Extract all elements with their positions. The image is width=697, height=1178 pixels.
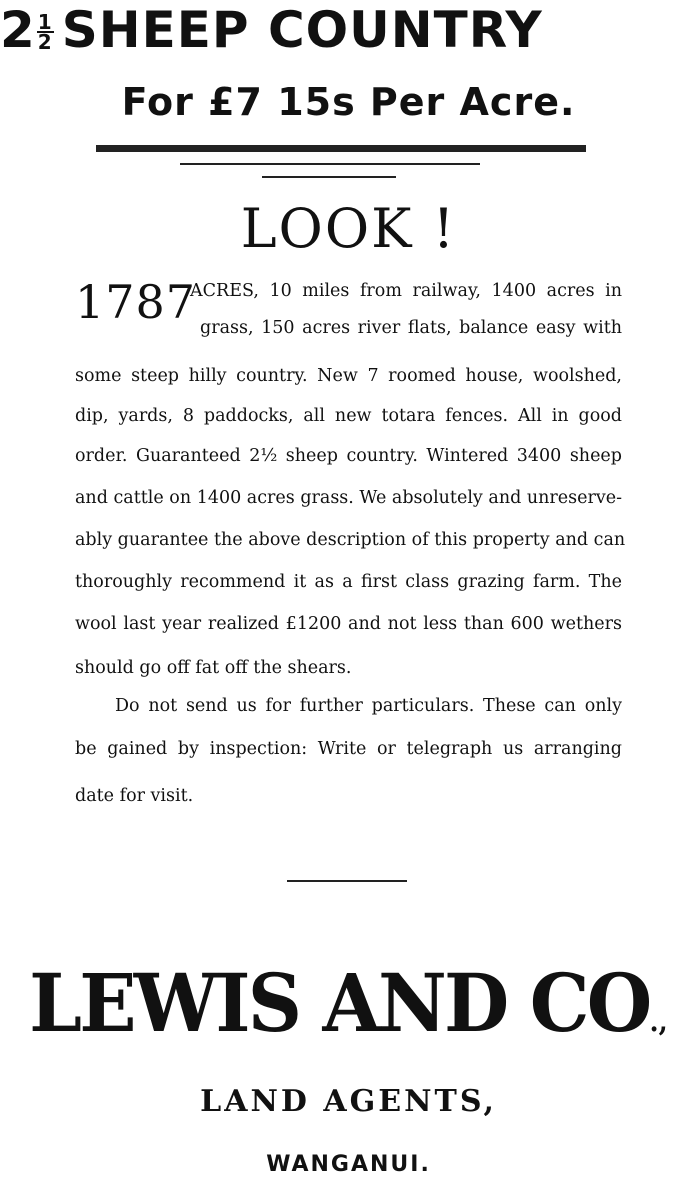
advertiser-name-punct: ., (649, 1005, 668, 1038)
body-line: order. Guaranteed 2½ sheep country. Wintered 3400 sheep (75, 446, 622, 466)
thick-rule (96, 145, 586, 152)
thin-rule (180, 163, 480, 165)
headline-text: SHEEP COUNTRY (61, 1, 543, 59)
body-line: should go off fat off the shears. (75, 658, 352, 678)
advertiser-role: LAND AGENTS, (200, 1084, 497, 1119)
body-line: wool last year realized £1200 and not less than 600 wethers (75, 614, 622, 634)
headline-fraction (37, 9, 54, 54)
price-subhead: For £7 15s Per Acre. (121, 80, 576, 124)
advertiser-town: WANGANUI. (266, 1152, 431, 1177)
body-line: date for visit. (75, 786, 194, 806)
body-line: ACRES, 10 miles from railway, 1400 acres in (190, 281, 622, 301)
body-line: be gained by inspection: Write or telegraph us arranging (75, 739, 622, 759)
fraction-denominator: 2 (37, 29, 53, 54)
headline (0, 0, 697, 60)
body-line: dip, yards, 8 paddocks, all new totara fences. All in good (75, 406, 622, 426)
body-line: Do not send us for further particulars. These can only (115, 696, 622, 716)
body-line: and cattle on 1400 acres grass. We absolutely and unreserve- (75, 488, 622, 508)
fraction-numerator: 1 (37, 9, 53, 34)
advertiser-name-text: LEWIS AND CO (29, 956, 650, 1050)
headline-whole: 2 (0, 1, 36, 59)
short-rule (262, 176, 396, 178)
acreage-number: 1787 (75, 275, 197, 329)
advertiser-name (21, 948, 676, 1077)
body-line: ably guarantee the above description of this property and can (75, 530, 626, 550)
look-heading: LOOK ! (240, 197, 457, 260)
divider-rule (287, 880, 407, 882)
body-line: grass, 150 acres river flats, balance easy with (200, 318, 622, 338)
body-line: thoroughly recommend it as a first class grazing farm. The (75, 572, 622, 592)
body-line: some steep hilly country. New 7 roomed house, woolshed, (75, 366, 622, 386)
